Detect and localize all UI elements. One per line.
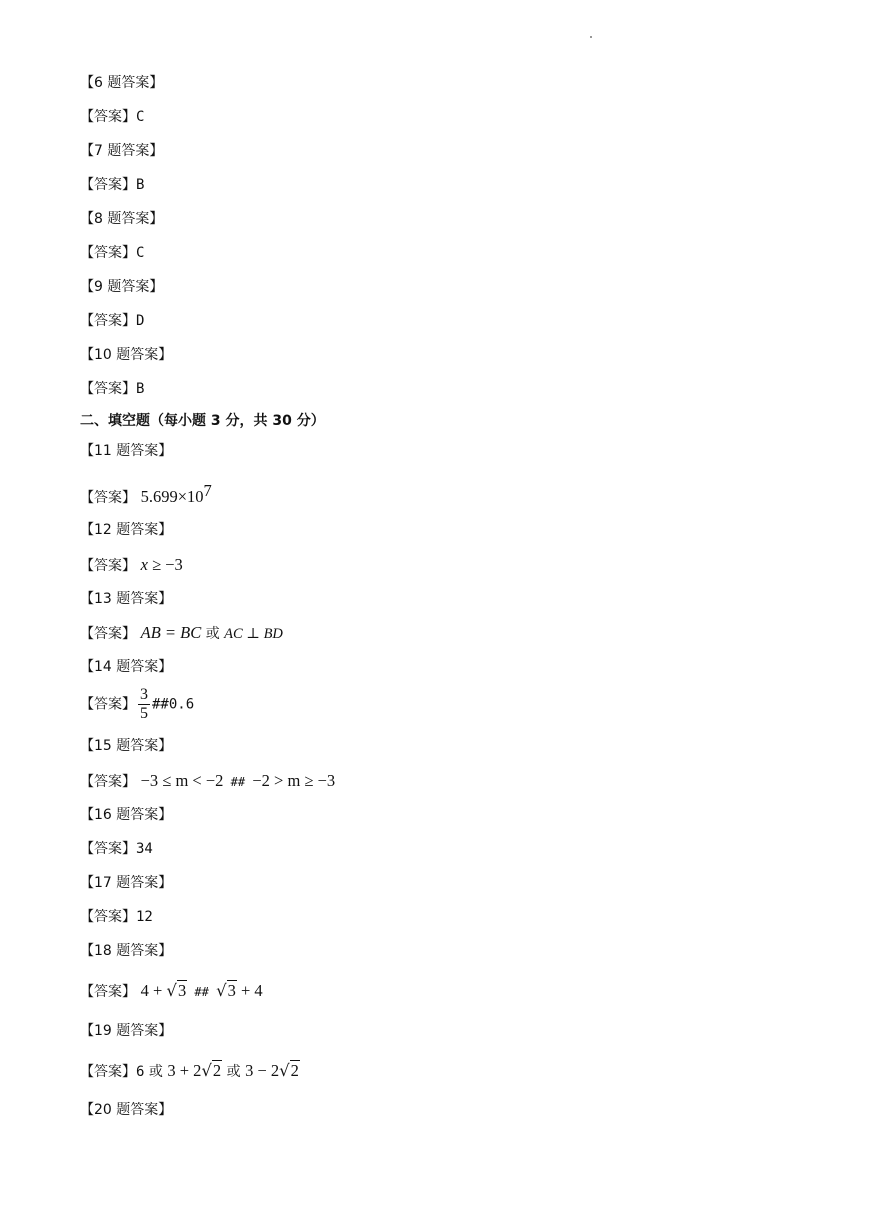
q9-answer: 【答案】D	[80, 313, 145, 329]
q14-heading: 【14 题答案】	[80, 659, 173, 675]
q13-answer: 【答案】 AB = BC 或 AC ⊥ BD	[80, 623, 283, 642]
square-root: √2	[279, 1061, 299, 1080]
q9-heading: 【9 题答案】	[80, 279, 164, 295]
q15-answer: 【答案】 −3 ≤ m < −2 ## −2 > m ≥ −3	[80, 771, 336, 790]
q19-heading: 【19 题答案】	[80, 1023, 173, 1039]
answer-label: 【答案】	[80, 313, 136, 329]
q7-heading: 【7 题答案】	[80, 143, 164, 159]
q10-answer: 【答案】B	[80, 381, 145, 397]
section-fill-in-title: 二、填空题（每小题 3 分，共 30 分）	[80, 413, 325, 429]
q13-heading: 【13 题答案】	[80, 591, 173, 607]
answer-label: 【答案】	[80, 774, 136, 790]
answer-label: 【答案】	[80, 381, 136, 397]
q14-answer: 【答案】 $\frac{3}{5}$ ##0.6	[80, 686, 195, 722]
q18-heading: 【18 题答案】	[80, 943, 173, 959]
q16-heading: 【16 题答案】	[80, 807, 173, 823]
q15-heading: 【15 题答案】	[80, 738, 173, 754]
q6-answer: 【答案】C	[80, 109, 145, 125]
answer-label: 【答案】	[80, 841, 136, 857]
answer-label: 【答案】	[80, 626, 136, 642]
answer-label: 【答案】	[80, 109, 136, 125]
answer-label: 【答案】	[80, 177, 136, 193]
fraction: $\frac{3}{5}$	[140, 686, 148, 722]
page-dot-mark	[590, 36, 592, 38]
square-root: √3	[216, 981, 236, 1000]
answer-label: 【答案】	[80, 696, 136, 713]
q16-answer: 【答案】34	[80, 841, 153, 857]
q11-answer: 【答案】 $5.699\times 10^7$	[80, 481, 212, 506]
q12-answer: 【答案】 x ≥ −3	[80, 555, 183, 574]
q11-heading: 【11 题答案】	[80, 443, 173, 459]
q17-answer: 【答案】12	[80, 909, 153, 925]
q20-heading: 【20 题答案】	[80, 1102, 173, 1118]
answer-label: 【答案】	[80, 1064, 136, 1080]
q8-answer: 【答案】C	[80, 245, 145, 261]
q17-heading: 【17 题答案】	[80, 875, 173, 891]
square-root: √2	[201, 1061, 222, 1080]
q6-heading: 【6 题答案】	[80, 75, 164, 91]
q7-answer: 【答案】B	[80, 177, 145, 193]
q12-heading: 【12 题答案】	[80, 522, 173, 538]
q10-heading: 【10 题答案】	[80, 347, 173, 363]
q8-heading: 【8 题答案】	[80, 211, 164, 227]
square-root: √3	[166, 981, 187, 1000]
q18-answer: 【答案】 4 + √3 ## √3 + 4	[80, 981, 263, 1000]
answer-label: 【答案】	[80, 490, 136, 506]
answer-label: 【答案】	[80, 909, 136, 925]
answer-label: 【答案】	[80, 245, 136, 261]
answer-label: 【答案】	[80, 558, 136, 574]
answer-label: 【答案】	[80, 984, 136, 1000]
q19-answer: 【答案】6 或 3 + 2√2 或 3 − 2√2	[80, 1061, 299, 1080]
